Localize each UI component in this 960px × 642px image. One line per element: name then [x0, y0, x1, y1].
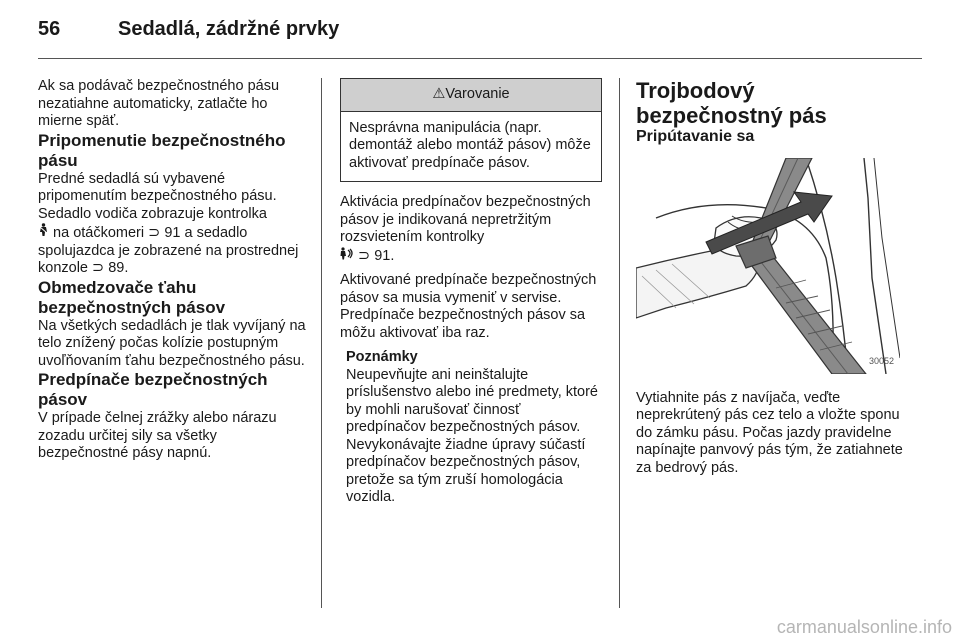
seatbelt-drawing	[636, 158, 900, 374]
note-title: Poznámky	[346, 349, 418, 365]
note-body: Neupevňujte ani neinštalujte príslušenstvo alebo iné predmety, ktoré by mohli narušovať činnosť predpínačov bezpečnostných pásov. Nevykonávajte žiadne úpravy súčastí predpínačov bezpečnostných pásov, pretože sa tým zruší homologácia vozidla.	[346, 366, 599, 505]
pretensioner-warning-icon	[340, 248, 354, 263]
intro-paragraph: Ak sa podávač bezpečnostného pásu nezatiahne automaticky, zatlačte ho mierne späť.	[38, 78, 280, 129]
page-number: 56	[38, 18, 61, 40]
note-block	[346, 349, 602, 507]
header-divider	[38, 58, 922, 59]
watermark: carmanualsonline.info	[776, 617, 952, 637]
section-body-reminder: Predné sedadlá sú vybavené pripomenutím bezpečnostného pásu. Sedadlo vodiča zobrazuje kontrolka na otáčkomeri ⊃ 91 a sedadlo spolujazdca je zobrazené na prostrednej konzole ⊃ 89.	[38, 170, 299, 276]
section-title-reminder: Pripomenutie bezpečnostného pásu	[38, 130, 286, 170]
section-body-pretensioners: V prípade čelnej zrážky alebo nárazu zozadu určitej sily sa všetky bezpečnostné pásy napnú.	[38, 410, 277, 461]
figure-number: 30052	[868, 356, 894, 366]
reference-arrow-icon: ⊃	[92, 260, 105, 276]
replacement-paragraph: Aktivované predpínače bezpečnostných pásov sa musia vymeniť v servise. Predpínače bezpečnostných pásov sa môžu aktivovať iba raz.	[340, 272, 597, 341]
reference-arrow-icon: ⊃	[358, 247, 371, 264]
seatbelt-warning-icon	[38, 225, 49, 240]
warning-box	[340, 78, 602, 182]
reference-arrow-icon: ⊃	[148, 225, 161, 241]
figure-caption: Vytiahnite pás z navíjača, veďte neprekrútený pás cez telo a vložte sponu do zámku pásu. Počas jazdy pravidelne napínajte panvový pás tým, že zatiahnete za bedrový pás.	[636, 389, 903, 476]
page-title: Sedadlá, zádržné prvky	[118, 18, 340, 40]
warning-text: Nesprávna manipulácia (napr. demontáž alebo montáž pásov) môže aktivovať predpínače pásov.	[349, 119, 591, 171]
seatbelt-illustration	[636, 158, 900, 374]
warning-header	[341, 79, 601, 112]
warning-title: Varovanie	[445, 86, 510, 102]
subsection-heading-fastening: Pripútavanie sa	[636, 128, 755, 145]
column-2	[340, 78, 602, 507]
column-divider-1	[321, 78, 322, 608]
section-title-pretensioners: Predpínače bezpečnostných pásov	[38, 370, 268, 409]
section-heading-three-point-belt: Trojbodový bezpečnostný pás	[636, 78, 827, 128]
column-divider-2	[619, 78, 620, 608]
column-3	[636, 78, 906, 477]
section-title-load-limiters: Obmedzovače ťahu bezpečnostných pásov	[38, 277, 226, 317]
section-body-load-limiters: Na všetkých sedadlách je tlak vyvíjaný na telo znížený počas kolízie postupným uvoľňovaním ťahu bezpečnostného pásu.	[38, 317, 306, 369]
activation-paragraph: Aktivácia predpínačov bezpečnostných pásov je indikovaná nepretržitým rozsvietením kontrolky ⊃ 91.	[340, 194, 591, 264]
warning-triangle-icon: ⚠	[432, 86, 446, 102]
column-1	[38, 78, 306, 463]
page-header	[38, 18, 339, 41]
